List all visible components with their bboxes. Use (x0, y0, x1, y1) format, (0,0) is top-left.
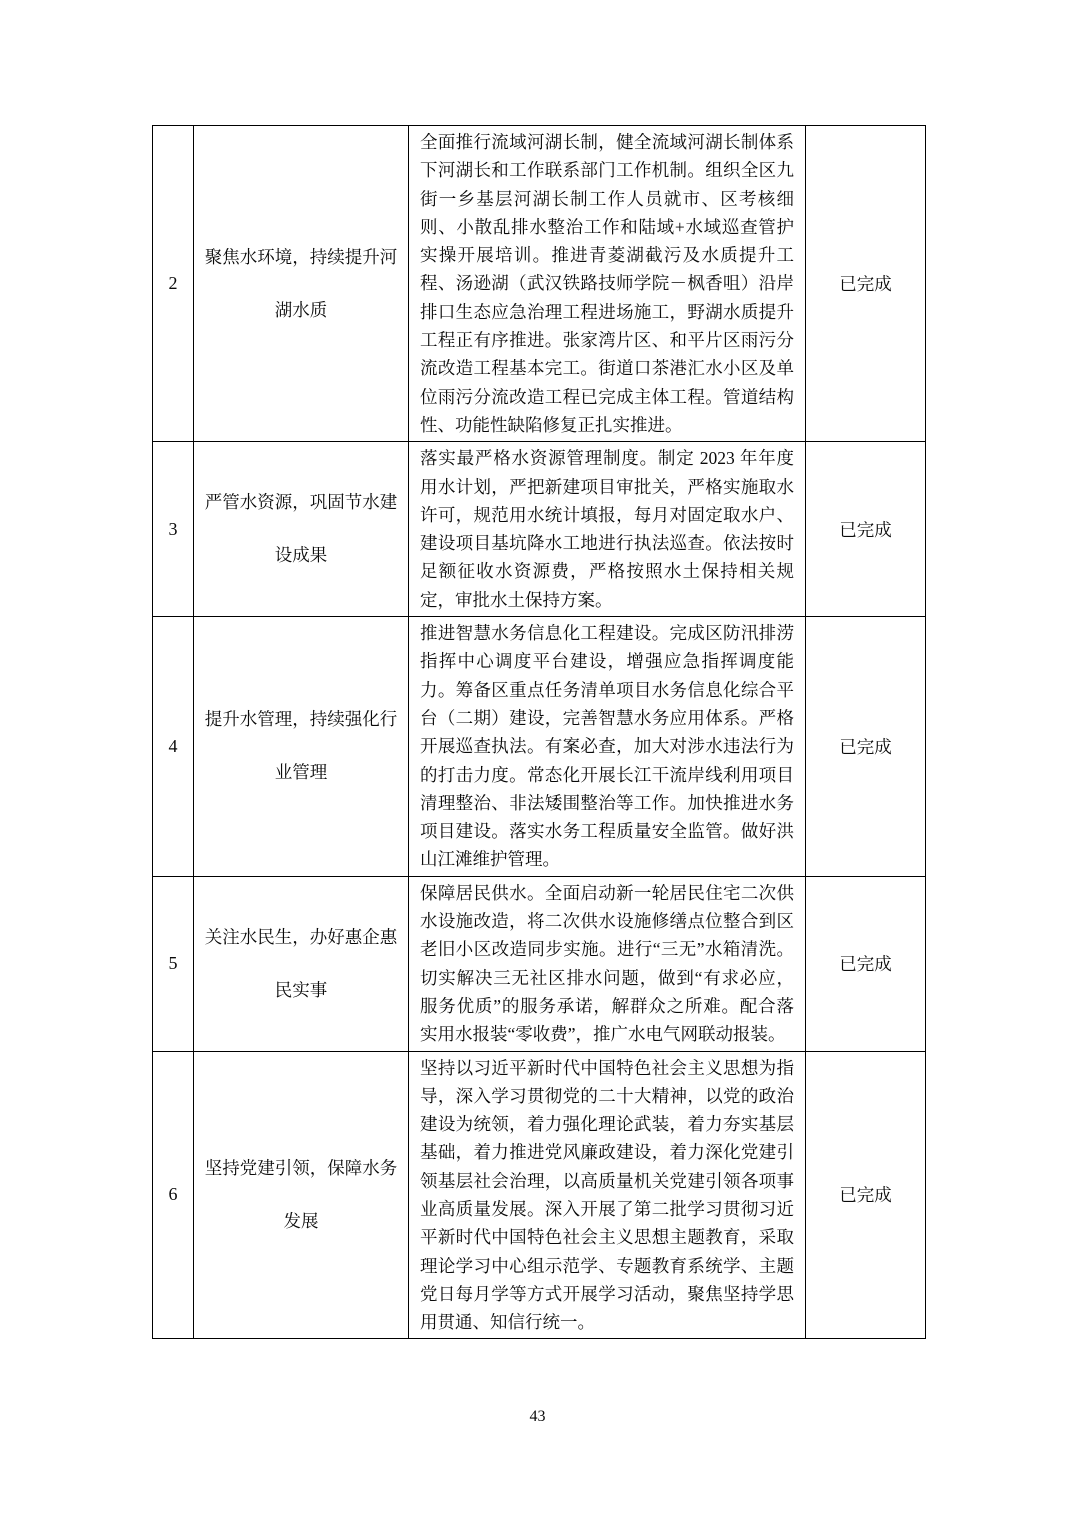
task-status-table (152, 125, 926, 1339)
table-row (153, 126, 926, 442)
task-status: 已完成 (806, 876, 926, 1051)
table-row (153, 617, 926, 877)
table-row (153, 876, 926, 1051)
page-number: 43 (529, 1408, 546, 1425)
task-progress-text: 保障居民供水。全面启动新一轮居民住宅二次供水设施改造，将二次供水设施修缮点位整合到区老旧小区改造同步实施。进行“三无”水箱清洗。切实解决三无社区排水问题，做到“有求必应，服务优质”的服务承诺，解群众之所难。配合落实用水报装“零收费”，推广水电气网联动报装。 (409, 876, 806, 1051)
task-title: 聚焦水环境，持续提升河湖水质 (194, 126, 409, 442)
task-title: 坚持党建引领，保障水务发展 (194, 1051, 409, 1339)
task-progress-text: 坚持以习近平新时代中国特色社会主义思想为指导，深入学习贯彻党的二十大精神，以党的政治建设为统领，着力强化理论武装，着力夯实基层基础，着力推进党风廉政建设，着力深化党建引领基层社会治理，以高质量机关党建引领各项事业高质量发展。深入开展了第二批学习贯彻习近平新时代中国特色社会主义思想主题教育，采取理论学习中心组示范学、专题教育系统学、主题党日每月学等方式开展学习活动，聚焦坚持学思用贯通、知信行统一。 (409, 1051, 806, 1339)
task-status: 已完成 (806, 617, 926, 877)
table-row (153, 1051, 926, 1339)
row-number: 4 (153, 617, 194, 877)
task-title: 关注水民生，办好惠企惠民实事 (194, 876, 409, 1051)
row-number: 2 (153, 126, 194, 442)
task-progress-text: 推进智慧水务信息化工程建设。完成区防汛排涝指挥中心调度平台建设，增强应急指挥调度能力。筹备区重点任务清单项目水务信息化综合平台（二期）建设，完善智慧水务应用体系。严格开展巡查执法。有案必查，加大对涉水违法行为的打击力度。常态化开展长江干流岸线利用项目清理整治、非法矮围整治等工作。加快推进水务项目建设。落实水务工程质量安全监管。做好洪山江滩维护管理。 (409, 617, 806, 877)
task-status: 已完成 (806, 1051, 926, 1339)
task-title: 提升水管理，持续强化行业管理 (194, 617, 409, 877)
row-number: 3 (153, 442, 194, 617)
task-status: 已完成 (806, 126, 926, 442)
task-status: 已完成 (806, 442, 926, 617)
row-number: 5 (153, 876, 194, 1051)
table-row (153, 442, 926, 617)
task-progress-text: 全面推行流域河湖长制，健全流域河湖长制体系下河湖长和工作联系部门工作机制。组织全区九街一乡基层河湖长制工作人员就市、区考核细则、小散乱排水整治工作和陆域+水域巡查管护实操开展培训。推进青菱湖截污及水质提升工程、汤逊湖（武汉铁路技师学院－枫香咀）沿岸排口生态应急治理工程进场施工，野湖水质提升工程正有序推进。张家湾片区、和平片区雨污分流改造工程基本完工。街道口茶港汇水小区及单位雨污分流改造工程已完成主体工程。管道结构性、功能性缺陷修复正扎实推进。 (409, 126, 806, 442)
task-progress-text: 落实最严格水资源管理制度。制定 2023 年年度用水计划，严把新建项目审批关，严格实施取水许可，规范用水统计填报，每月对固定取水户、建设项目基坑降水工地进行执法巡查。依法按时足额征收水资源费，严格按照水土保持相关规定，审批水土保持方案。 (409, 442, 806, 617)
row-number: 6 (153, 1051, 194, 1339)
task-title: 严管水资源，巩固节水建设成果 (194, 442, 409, 617)
